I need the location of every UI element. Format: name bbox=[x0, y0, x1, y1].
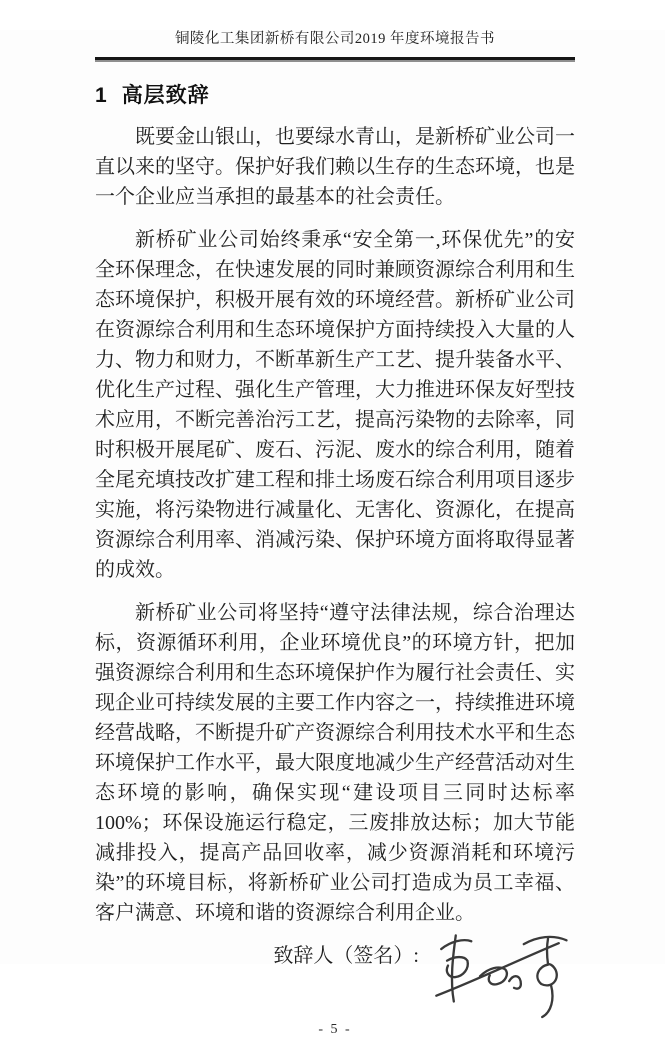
signature-handwriting-image bbox=[423, 916, 575, 1018]
document-header-title: 铜陵化工集团新桥有限公司2019 年度环境报告书 bbox=[174, 31, 496, 47]
paragraph-3: 新桥矿业公司将坚持“遵守法律法规，综合治理达标，资源循环利用，企业环境优良”的环境方针，把加强资源综合利用和生态环境保护作为履行社会责任、实现企业可持续发展的主要工作内容之一，持续推进环境经营战略，不断提升矿产资源综合利用技术水平和生态环境保护工作水平，最大限度地减少生产经营活动对生态环境的影响，确保实现“建设项目三同时达标率100%；环保设施运行稳定，三废排放达标；加大节能减排投入，提高产品回收率，减少资源消耗和环境污染”的环境目标，将新桥矿业公司打造成为员工幸福、客户满意、环境和谐的资源综合利用企业。 bbox=[95, 602, 575, 924]
section-number: 1 bbox=[95, 84, 108, 107]
page-number: - 5 - bbox=[318, 1022, 352, 1037]
section-title bbox=[95, 83, 575, 109]
header-rule bbox=[95, 57, 575, 62]
document-page bbox=[0, 30, 665, 1037]
paragraph-2: 新桥矿业公司始终秉承“安全第一,环保优先”的安全环保理念，在快速发展的同时兼顾资源综合利用和生态环境保护，积极开展有效的环境经营。新桥矿业公司在资源综合利用和生态环境保护方面持续投入大量的人力、物力和财力，不断革新生产工艺、提升装备水平、优化生产过程、强化生产管理，大力推进环保友好型技术应用，不断完善治污工艺，提高污染物的去除率，同时积极开展尾矿、废石、污泥、废水的综合利用，随着全尾充填技改扩建工程和排土场废石综合利用项目逐步实施，将污染物进行减量化、无害化、资源化，在提高资源综合利用率、消减污染、保护环境方面将取得显著的成效。 bbox=[95, 229, 575, 581]
signature-row bbox=[95, 916, 575, 1018]
signature-label: 致辞人（签名）: bbox=[273, 944, 419, 967]
section-title-text: 高层致辞 bbox=[121, 84, 210, 107]
paragraph-1: 既要金山银山，也要绿水青山，是新桥矿业公司一直以来的坚守。保护好我们赖以生存的生态环境，也是一个企业应当承担的最基本的社会责任。 bbox=[95, 126, 575, 208]
